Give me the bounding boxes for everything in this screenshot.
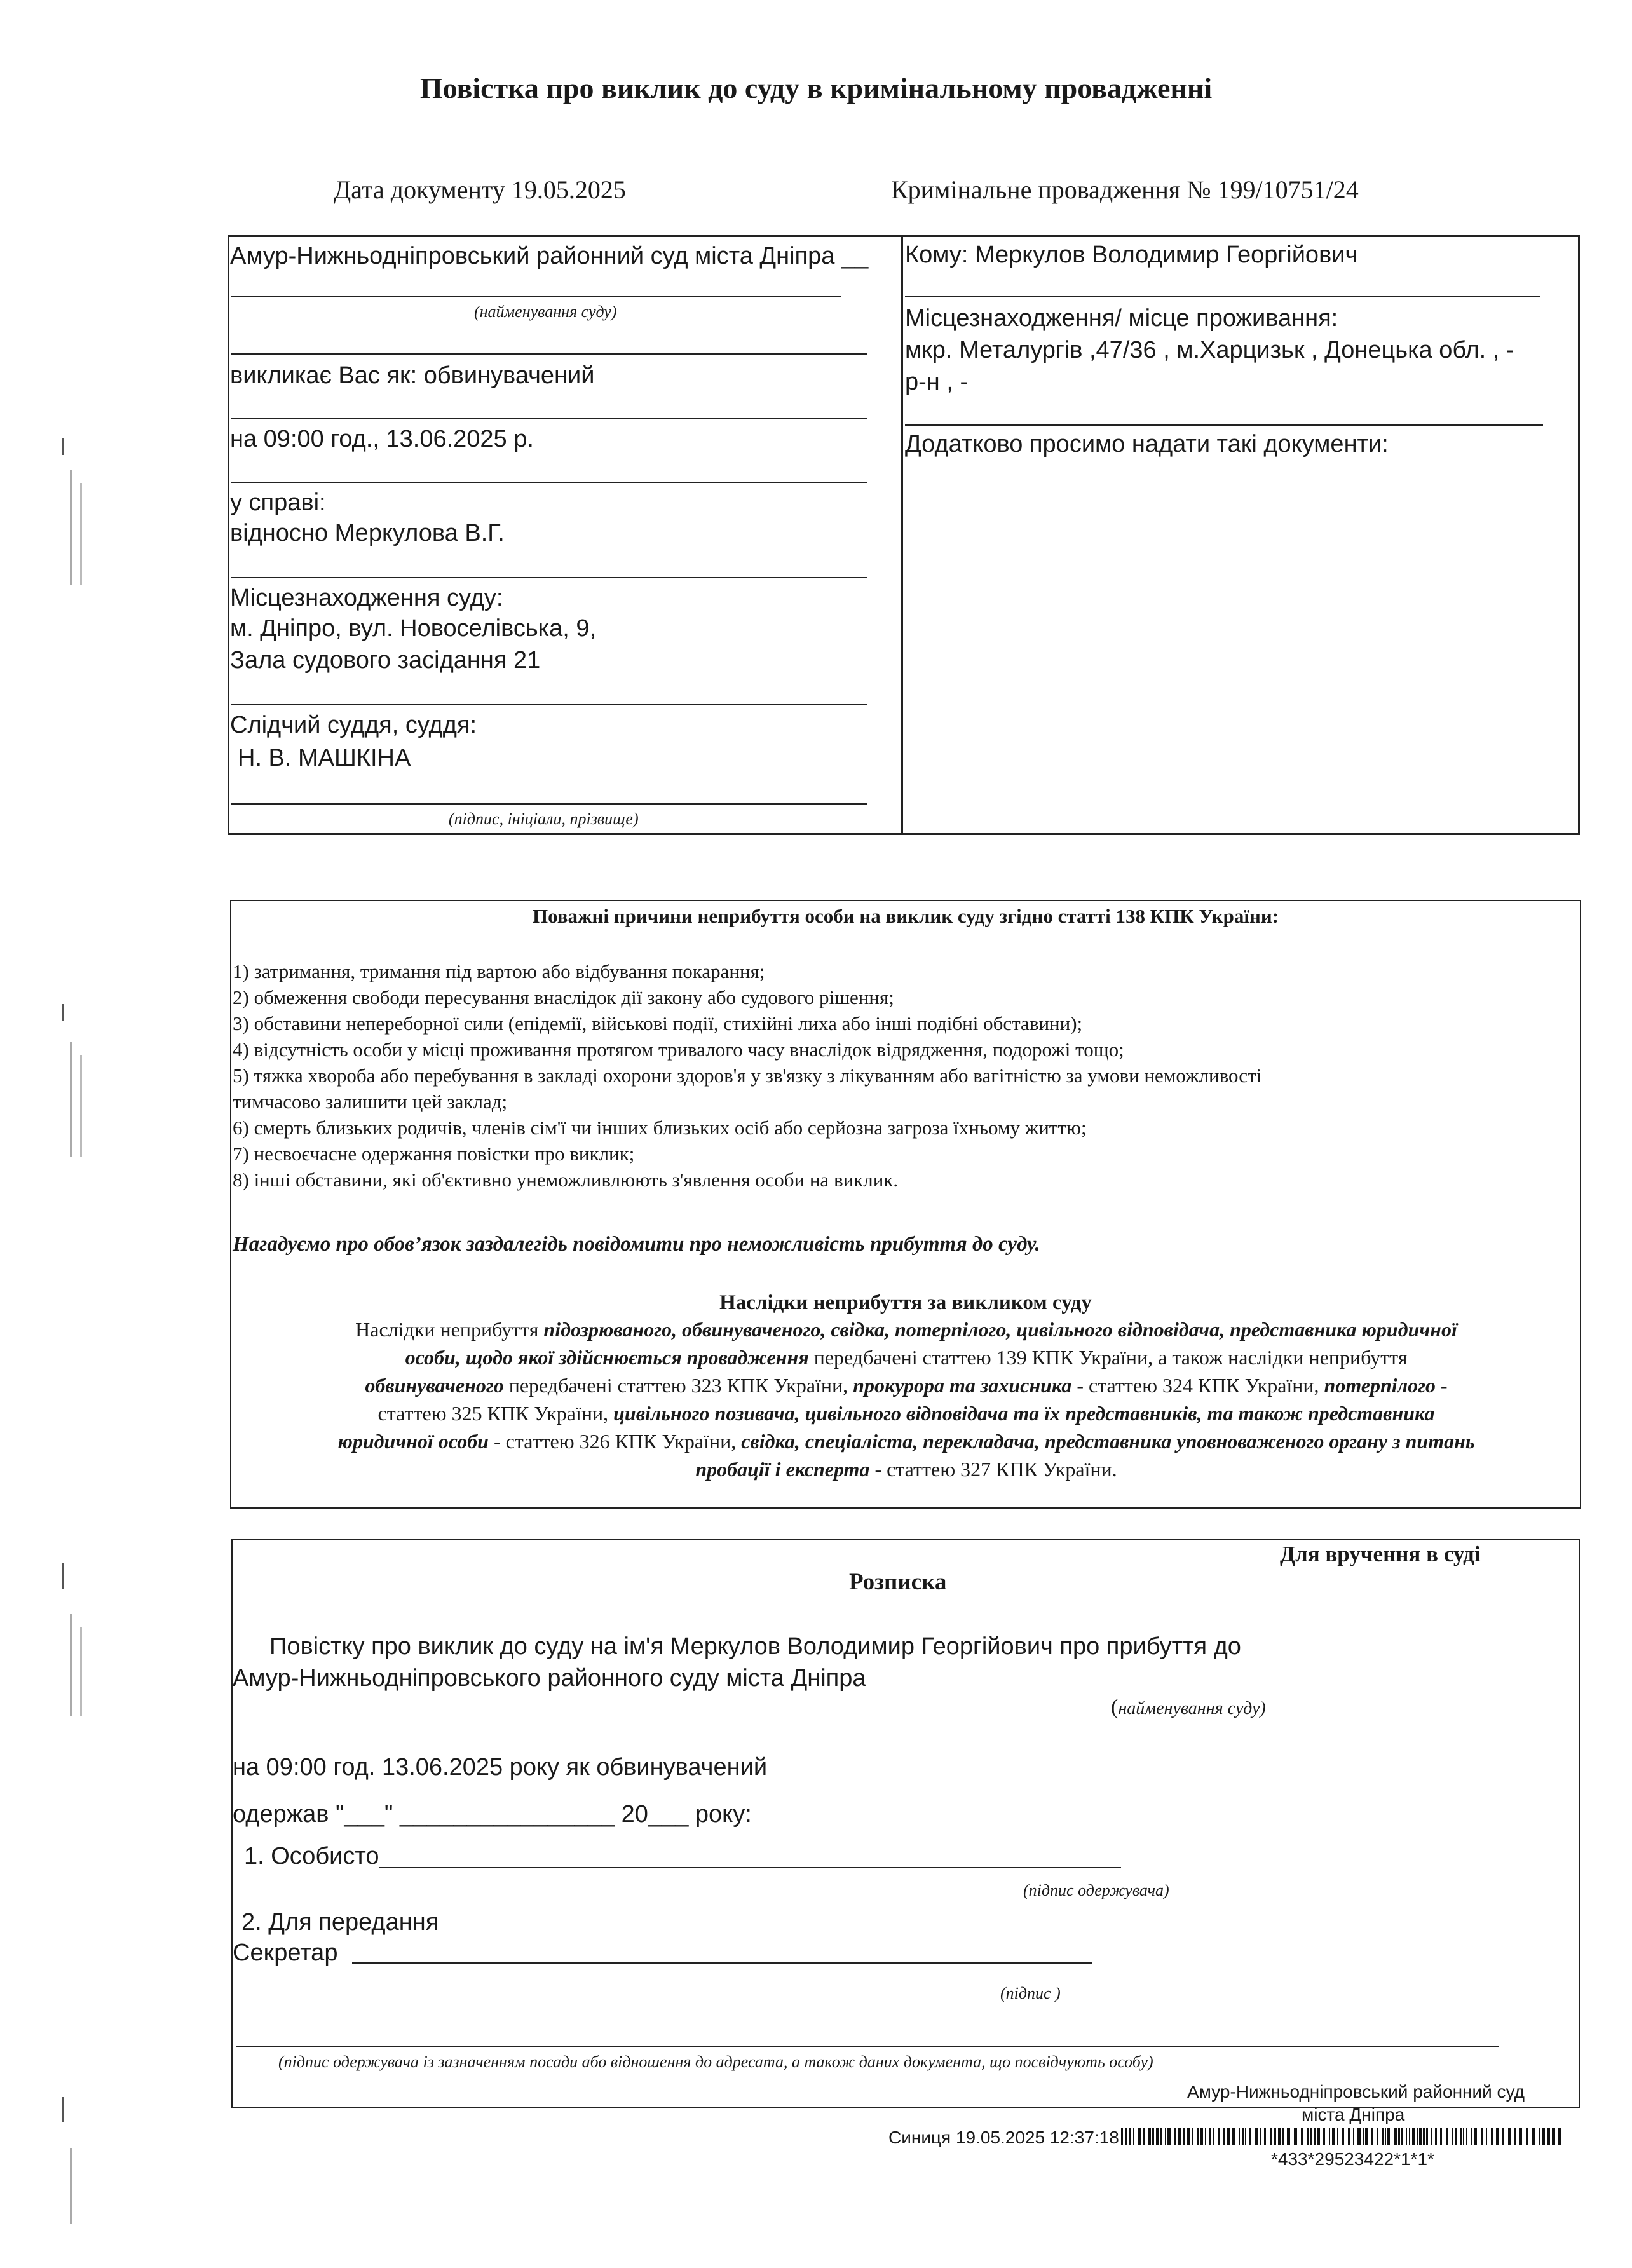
consequences-line [231,1343,1581,1371]
barcode-bar [1197,2128,1199,2145]
address-line2: р-н , - [905,369,969,395]
address-line1: мкр. Металургів ,47/36 , м.Харцизьк , Донецька обл. , - [905,337,1514,363]
reasons-list [233,958,1574,1193]
barcode-bar [1165,2128,1166,2145]
consequences-heading: Наслідки неприбуття за викликом суду [719,1291,1092,1314]
barcode-bar [1417,2128,1418,2145]
appointment-time: на 09:00 год., 13.06.2025 р. [230,426,534,452]
id-signature-caption: (підпис одержувача із зазначенням посади або відношення до адресата, а також даних документа, що посвідчують особу) [278,2053,1153,2071]
reason-item: 3) обставини непереборної сили (епідемії, військові події, стихійні лиха або інші подібні обставини); [233,1012,1083,1035]
secretary-signature-caption: (підпис ) [1000,1984,1061,2002]
barcode-bar [1474,2128,1477,2145]
barcode-bar [1213,2128,1214,2145]
barcode-bar [1539,2128,1540,2145]
receipt-appointment: на 09:00 год. 13.06.2025 року як обвинувачений [233,1754,768,1781]
received-date-line: одержав "___" ________________ 20___ року: [233,1801,752,1828]
barcode-bar [1426,2128,1428,2145]
barcode-bar [1223,2128,1225,2145]
barcode-bar [1133,2128,1134,2145]
barcode-bar [1143,2128,1145,2145]
barcode-bar [1255,2128,1258,2145]
barcode-bar [1409,2128,1410,2145]
barcode-bar [1287,2128,1290,2145]
barcode-bar [1232,2128,1235,2145]
consequences-line [231,1399,1581,1427]
case-heading: у справі: [230,489,326,516]
barcode-bar [1329,2128,1330,2145]
court-name: Амур-Нижньодніпровський районний суд міста Дніпра __ [230,243,869,269]
barcode-bar [1227,2128,1230,2145]
barcode-bar [1174,2128,1176,2145]
address-heading: Місцезнаходження/ місце проживання: [905,305,1338,332]
barcode-bar [1406,2128,1407,2145]
barcode-bar [1471,2128,1472,2145]
barcode-bar [1552,2128,1555,2145]
consequences-text [231,1315,1581,1483]
barcode-bar [1365,2128,1368,2145]
barcode-bar [1398,2128,1400,2145]
recipient-signature-caption: (підпис одержувача) [1023,1881,1169,1899]
barcode-bar [1218,2128,1220,2145]
secretary-label: Секретар [233,1939,338,1966]
barcode-bar [1209,2128,1211,2145]
reason-item: 8) інші обставини, які об'єктивно унеможливлюють з'явлення особи на виклик. [233,1169,899,1191]
extra-documents-request: Додатково просимо надати такі документи: [905,431,1389,458]
receipt-title: Розписка [849,1569,947,1595]
consequences-segment: передбачені статтею 323 КПК України, [503,1374,853,1397]
consequences-line [231,1427,1581,1455]
barcode-bar [1435,2128,1437,2145]
barcode-bar [1431,2128,1432,2145]
reasons-heading: Поважні причини неприбуття особи на виклик суду згідно статті 138 КПК України: [532,905,1279,927]
signature-caption: (підпис, ініціали, прізвище) [449,810,639,828]
court-location-heading: Місцезнаходження суду: [230,585,503,611]
receipt-line1: Повістку про виклик до суду на ім'я Меркулов Володимир Георгійович про прибуття до [269,1633,1241,1660]
barcode-bar [1342,2128,1344,2145]
reason-item: тимчасово залишити цей заклад; [233,1090,508,1113]
barcode-bar [1419,2128,1422,2145]
reason-item: 6) смерть близьких родичів, членів сім'ї чи інших близьких осіб або серйозна загроза їхньому життю; [233,1117,1087,1139]
barcode-bar [1160,2128,1162,2145]
barcode-bar [1264,2128,1266,2145]
barcode-bar [1183,2128,1185,2145]
barcode-bar [1138,2128,1141,2145]
barcode-bar [1519,2128,1522,2145]
barcode-bar [1192,2128,1193,2145]
barcode-bar [1129,2128,1131,2145]
consequences-segment: статтею 325 КПК України, [377,1402,614,1425]
barcode-bar [1491,2128,1493,2145]
consequences-line [231,1455,1581,1483]
barcode-bar [1178,2128,1181,2145]
reminder-note: Нагадуємо про обов’язок заздалегідь повідомити про неможливість прибуття до суду. [233,1233,1040,1256]
reason-item: 1) затримання, тримання під вартою або відбування покарання; [233,960,765,982]
recipient-name: Кому: Меркулов Володимир Георгійович [905,241,1358,268]
footer-court-line1: Амур-Нижньодніпровський районний суд [1187,2082,1525,2102]
barcode-bar [1337,2128,1338,2145]
barcode-bar [1200,2128,1203,2145]
barcode-bar [1452,2128,1453,2145]
scan-mark [80,483,82,585]
scan-mark [80,1627,82,1716]
barcode-bar [1156,2128,1159,2145]
barcode-bar [1260,2128,1261,2145]
consequences-segment: - статтею 327 КПК України. [869,1458,1117,1481]
barcode-bar [1460,2128,1462,2145]
barcode-bar [1387,2128,1390,2145]
case-number: Кримінальне провадження № 199/10751/24 [891,175,1359,204]
barcode-bar [1440,2128,1442,2145]
consequences-segment: - статтею 326 КПК України, [488,1430,742,1453]
barcode-bar [1249,2128,1251,2145]
scan-mark [62,1004,64,1021]
scan-mark [62,1563,64,1589]
consequences-segment: Наслідки неприбуття [355,1318,544,1341]
barcode-bar [1394,2128,1397,2145]
consequences-segment: особи, щодо якої здійснюється провадження [405,1346,809,1369]
barcode-bar [1481,2128,1483,2145]
consequences-segment: цивільного позивача, цивільного відповідача та їх представників, та також представника [613,1402,1435,1425]
consequences-segment: - статтею 324 КПК України, [1071,1374,1324,1397]
barcode-bar [1348,2128,1350,2145]
barcode-bar [1455,2128,1457,2145]
barcode-text: *433*29523422*1*1* [1271,2149,1434,2169]
column-divider [901,235,903,835]
barcode-bar [1307,2128,1309,2145]
barcode-bar [1446,2128,1448,2145]
barcode-bar [1152,2128,1154,2145]
barcode-bar [1167,2128,1171,2145]
barcode-bar [1526,2128,1528,2145]
barcode-bar [1294,2128,1297,2145]
barcode-bar [1466,2128,1467,2145]
sender-stamp: Синиця 19.05.2025 12:37:18 [888,2128,1119,2147]
court-location-line1: м. Дніпро, вул. Новоселівська, 9, [230,615,597,642]
barcode-bar [1242,2128,1244,2145]
barcode-bar [1245,2128,1246,2145]
barcode-bar [1357,2128,1361,2145]
barcode-bar [1205,2128,1206,2145]
barcode-bar [1382,2128,1384,2145]
scan-mark [70,2148,72,2224]
footer-court-line2: міста Дніпра [1302,2105,1405,2124]
consequences-line [231,1315,1581,1343]
consequences-segment: - [1435,1374,1448,1397]
case-subject: відносно Меркулова В.Г. [230,520,505,547]
scan-mark [70,1042,72,1157]
consequences-segment: потерпілого [1324,1374,1436,1397]
caption-open-paren: ( [1111,1695,1119,1719]
consequences-segment: передбачені статтею 139 КПК України, а також наслідки неприбуття [808,1346,1408,1369]
barcode-bar [1385,2128,1386,2145]
barcode-bar [1502,2128,1504,2145]
court-location-line2: Зала судового засідання 21 [230,647,541,674]
judge-heading: Слідчий суддя, суддя: [230,712,477,738]
judge-name: Н. В. МАШКІНА [238,745,411,771]
barcode-bar [1323,2128,1325,2145]
barcode-bar [1423,2128,1425,2145]
barcode-bar [1508,2128,1511,2145]
summons-role: викликає Вас як: обвинувачений [230,362,595,389]
scan-mark [62,2097,64,2122]
barcode-bar [1301,2128,1303,2145]
reason-item: 4) відсутність особи у місці проживання протягом тривалого часу внаслідок відрядження, подорожі тощо; [233,1038,1124,1061]
barcode-bar [1332,2128,1335,2145]
barcode-bar [1532,2128,1535,2145]
barcode-bar [1486,2128,1487,2145]
consequences-line [231,1371,1581,1399]
barcode-bar [1148,2128,1151,2145]
barcode-bar [1278,2128,1281,2145]
scan-mark [80,1055,82,1157]
barcode-bar [1125,2128,1127,2145]
reason-item: 7) несвоєчасне одержання повістки про виклик; [233,1143,635,1165]
barcode-bar [1496,2128,1499,2145]
receipt-court-caption [1111,1695,1266,1720]
consequences-segment: обвинуваченого [365,1374,504,1397]
barcode-bar [1463,2128,1464,2145]
barcode-bar [1547,2128,1550,2145]
consequences-segment: пробації і експерта [695,1458,870,1481]
barcode-bar [1353,2128,1354,2145]
barcode-bar [1377,2128,1378,2145]
transfer-label: 2. Для передання [241,1909,439,1936]
scan-mark [62,438,64,455]
barcode-bar [1363,2128,1364,2145]
barcode-bar [1401,2128,1403,2145]
court-name-caption: (найменування суду) [474,302,617,321]
barcode-bar [1317,2128,1320,2145]
reason-item: 5) тяжка хвороба або перебування в закладі охорони здоров'я у зв'язку з лікуванням або вагітністю за умови неможливості [233,1064,1262,1087]
reason-item: 2) обмеження свободи пересування внаслідок дії закону або судового рішення; [233,986,894,1008]
receipt-line2: Амур-Нижньодніпровського районного суду міста Дніпра [233,1665,866,1692]
barcode-bar [1282,2128,1284,2145]
barcode-bar [1274,2128,1276,2145]
consequences-segment: прокурора та захисника [853,1374,1072,1397]
document-title: Повістка про виклик до суду в кримінальному провадженні [419,72,1213,104]
barcode-bar [1187,2128,1190,2145]
barcode-bar [1514,2128,1516,2145]
personally-label: 1. Особисто [244,1843,379,1870]
for-court-delivery: Для вручення в суді [1280,1542,1481,1566]
scan-mark [70,1614,72,1716]
consequences-segment: свідка, спеціаліста, перекладача, представника уповноваженого органу з питань [741,1430,1475,1453]
scan-mark [70,470,72,585]
caption-text: найменування суду) [1118,1699,1266,1718]
consequences-segment: підозрюваного, обвинуваченого, свідка, потерпілого, цивільного відповідача, представника юридичної [543,1318,1457,1341]
consequences-segment: юридичної особи [337,1430,489,1453]
barcode-bar [1371,2128,1373,2145]
barcode-bar [1314,2128,1316,2145]
barcode-bar [1310,2128,1312,2145]
barcode-bar [1558,2128,1561,2145]
barcode-bar [1121,2128,1123,2145]
document-date: Дата документу 19.05.2025 [334,175,626,204]
barcode-bar [1239,2128,1240,2145]
barcode-bar [1412,2128,1415,2145]
barcode-bar [1270,2128,1272,2145]
barcode-bar [1542,2128,1545,2145]
